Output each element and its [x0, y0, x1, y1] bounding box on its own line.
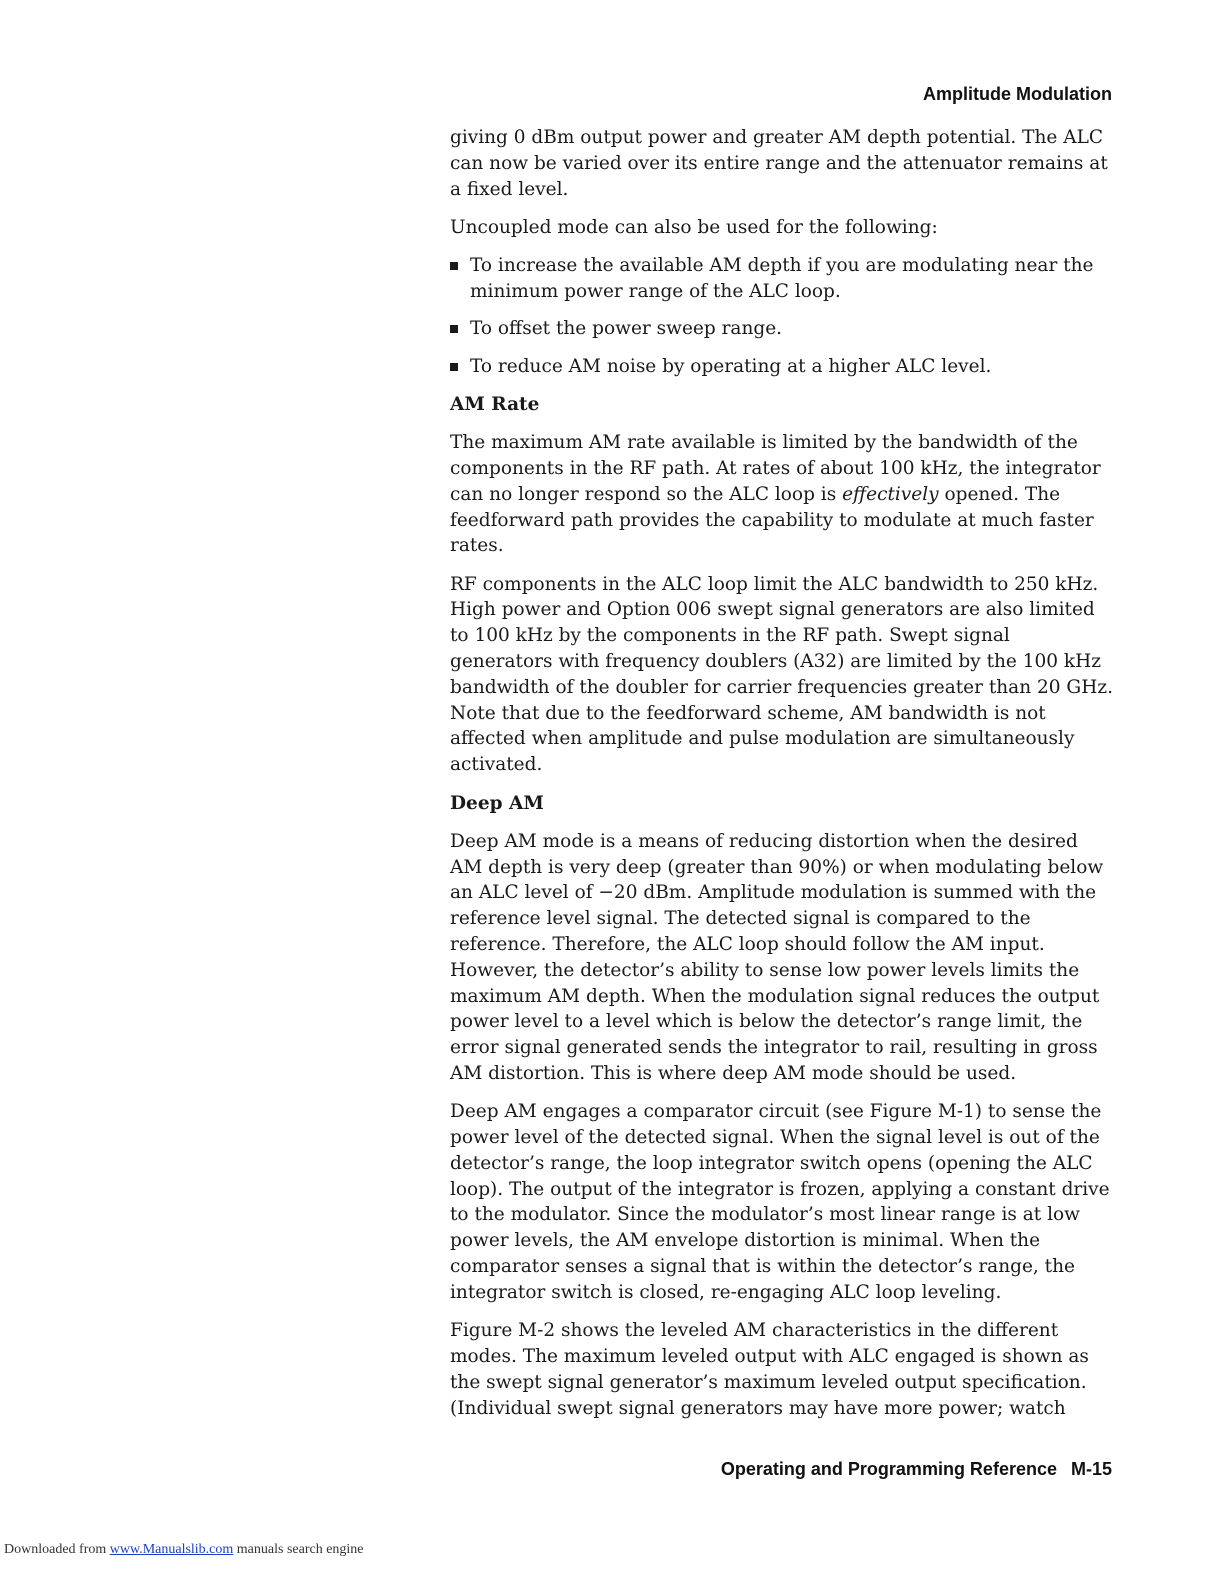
paragraph: The maximum AM rate available is limited by the bandwidth of the components in the RF path. At rates of about 100 kHz, the integrator can no longer respond so the ALC loop is effectively opened. The feedforward path provides the capability to modulate at much faster rates.: [450, 432, 1101, 557]
square-bullet-icon: [450, 325, 458, 333]
footer-title: Operating and Programming Reference: [720, 1459, 1057, 1479]
page-footer: [721, 1459, 1112, 1480]
square-bullet-icon: [450, 262, 458, 270]
paragraph: Uncoupled mode can also be used for the following:: [450, 216, 938, 238]
page-number: M-15: [1070, 1459, 1112, 1479]
paragraph: giving 0 dBm output power and greater AM depth potential. The ALC can now be varied over its entire range and the attenuator remains at a fixed level.: [450, 127, 1108, 200]
list-item: To increase the available AM depth if you are modulating near the minimum power range of the ALC loop.: [450, 253, 1114, 305]
list-item: To offset the power sweep range.: [450, 316, 1114, 342]
paragraph: Deep AM mode is a means of reducing distortion when the desired AM depth is very deep (greater than 90%) or when modulating below an ALC level of −20 dBm. Amplitude modulation is summed with the reference level signal. The detected signal is compared to the reference. Therefore, the ALC loop should follow the AM input. However, the detector’s ability to sense low power levels limits the maximum AM depth. When the modulation signal reduces the output power level to a level which is below the detector’s range limit, the error signal generated sends the integrator to rail, resulting in gross AM distortion. This is where deep AM mode should be used.: [450, 830, 1104, 1084]
bullet-list: [450, 253, 1114, 379]
page-body: [450, 125, 1114, 1434]
list-item: To reduce AM noise by operating at a higher ALC level.: [450, 354, 1114, 380]
paragraph: Figure M-2 shows the leveled AM characteristics in the different modes. The maximum leveled output with ALC engaged is shown as the swept signal generator’s maximum leveled output specification. (Individual swept signal generators may have more power; watch: [450, 1320, 1089, 1419]
download-note: Downloaded from www.Manualslib.com manuals search engine: [4, 1542, 364, 1557]
paragraph: Deep AM engages a comparator circuit (see Figure M-1) to sense the power level of the detected signal. When the signal level is out of the detector’s range, the loop integrator switch opens (opening the ALC loop). The output of the integrator is frozen, applying a constant drive to the modulator. Since the modulator’s most linear range is at low power levels, the AM envelope distortion is minimal. When the comparator senses a signal that is within the detector’s range, the integrator switch is closed, re-engaging ALC loop leveling.: [450, 1101, 1110, 1303]
section-heading-am-rate: AM Rate: [450, 393, 540, 415]
section-heading-deep-am: Deep AM: [450, 792, 544, 814]
emphasis-text: effectively: [842, 483, 939, 505]
manualslib-link[interactable]: www.Manualslib.com: [109, 1542, 234, 1557]
running-header-title: Amplitude Modulation: [923, 84, 1112, 104]
square-bullet-icon: [450, 363, 458, 371]
paragraph: RF components in the ALC loop limit the ALC bandwidth to 250 kHz. High power and Option 006 swept signal generators are also limited to 100 kHz by the components in the RF path. Swept signal generators with frequency doublers (A32) are limited by the 100 kHz bandwidth of the doubler for carrier frequencies greater than 20 GHz. Note that due to the feedforward scheme, AM bandwidth is not affected when amplitude and pulse modulation are simultaneously activated.: [450, 573, 1113, 776]
